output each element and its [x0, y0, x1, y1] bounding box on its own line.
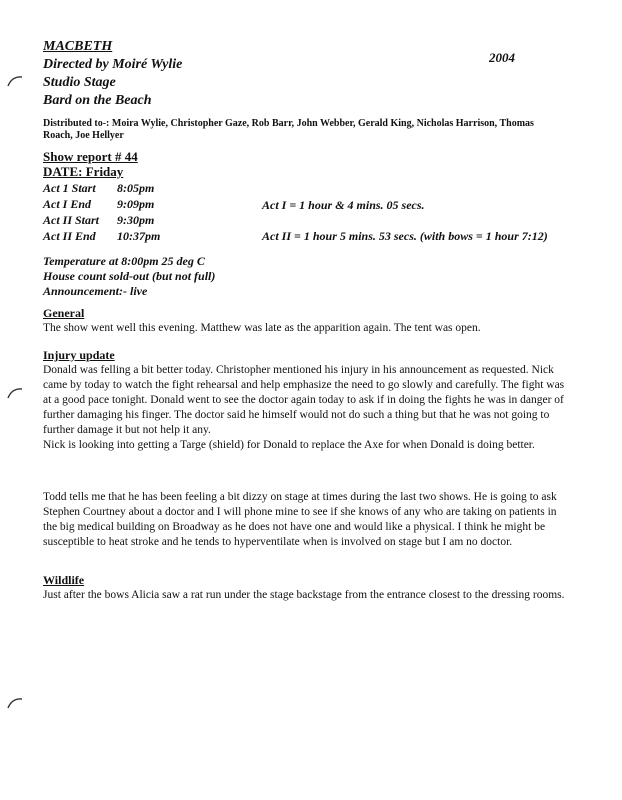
injury-paragraph-2: Nick is looking into getting a Targe (shield) for Donald to replace the Axe for when Donald is doing better.: [43, 439, 535, 451]
house-count-line: House count sold-out (but not full): [43, 269, 216, 283]
general-text: The show went well this evening. Matthew was late as the apparition again. The tent was open.: [43, 322, 481, 334]
punch-hole-mark-bottom: [6, 696, 24, 710]
temperature-line: Temperature at 8:00pm 25 deg C: [43, 254, 205, 268]
report-date: DATE: Friday: [43, 164, 124, 179]
injury-paragraph-1: Donald was felling a bit better today. Christopher mentioned his injury in his announcement as requested. Nick came by today to watch the fight rehearsal and help emphasize the need to go slowly and carefully. The fight was at a good pace tonight. Donald went to see the doctor again today to ask if in doing the fights he was in danger of further damaging his finger. The doctor said he himself would not do such a thing but that he was not going to further damage it but not help it any.: [43, 364, 565, 436]
timing-value: 10:37pm: [117, 229, 161, 243]
wildlife-heading: Wildlife: [43, 573, 85, 587]
timing-value: 9:09pm: [117, 197, 155, 211]
timing-value: 8:05pm: [117, 181, 155, 195]
injury-heading: Injury update: [43, 348, 115, 362]
play-title: MACBETH: [43, 39, 113, 54]
timing-label: Act 1 Start: [43, 181, 96, 195]
show-report-number: Show report # 44: [43, 149, 138, 164]
act2-duration: Act II = 1 hour 5 mins. 53 secs. (with bows = 1 hour 7:12): [262, 229, 548, 243]
venue-line: Studio Stage: [43, 75, 116, 90]
timing-label: Act I End: [43, 197, 92, 211]
timing-label: Act II End: [43, 229, 96, 243]
general-heading: General: [43, 306, 85, 320]
director-line: Directed by Moiré Wylie: [43, 57, 183, 72]
punch-hole-mark-middle: [6, 386, 24, 400]
timing-label: Act II Start: [43, 213, 100, 227]
company-line: Bard on the Beach: [43, 93, 152, 108]
injury-paragraph-3: Todd tells me that he has been feeling a bit dizzy on stage at times during the last two shows. He is going to ask Stephen Courtney about a doctor and I will phone mine to see if she knows of any who are taking on patients in the big medical building on Broadway as he does not have one and would like a physical. I think he might be susceptible to heat stroke and he tends to hyperventilate when is involved on stage but I am no doctor.: [43, 491, 557, 548]
year-label: 2004: [489, 50, 515, 65]
punch-hole-mark-top: [6, 74, 24, 88]
announcement-line: Announcement:- live: [43, 284, 148, 298]
act1-duration: Act I = 1 hour & 4 mins. 05 secs.: [262, 198, 425, 212]
wildlife-text: Just after the bows Alicia saw a rat run under the stage backstage from the entrance closest to the dressing rooms.: [43, 589, 565, 601]
distribution-list: Distributed to-: Moira Wylie, Christopher Gaze, Rob Barr, John Webber, Gerald King, Nicholas Harrison, Thomas Roach, Joe Hellyer: [43, 118, 534, 141]
timing-value: 9:30pm: [117, 213, 155, 227]
